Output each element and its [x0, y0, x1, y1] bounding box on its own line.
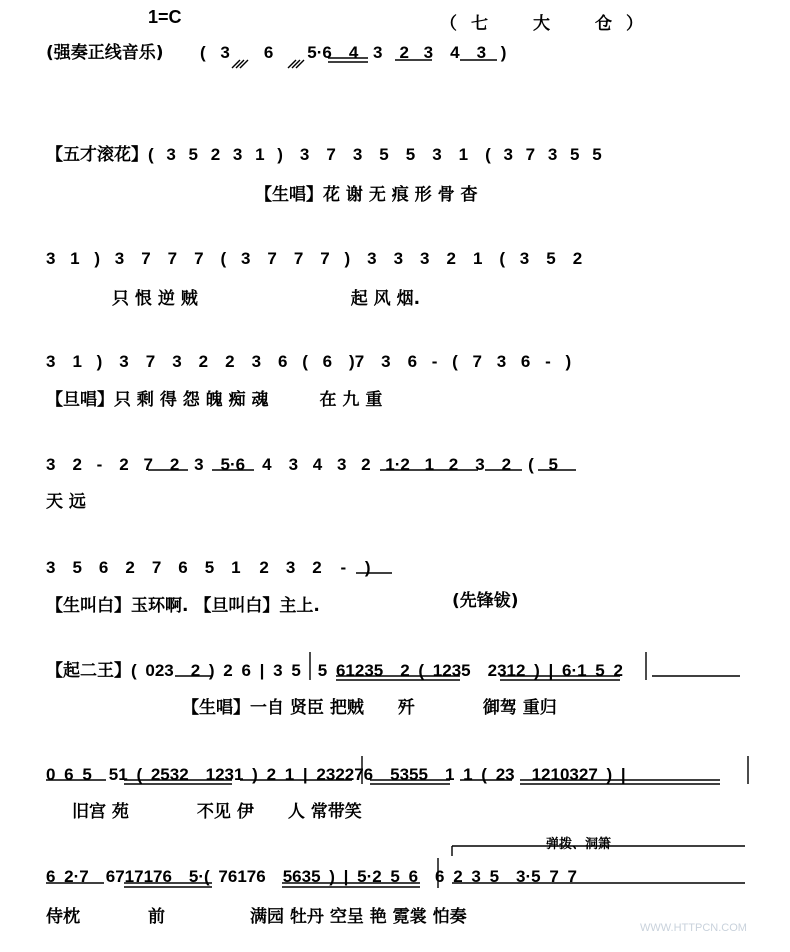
- notation-line: 3 1 ) 3 7 7 7 ( 3 7 7 7 ) 3 3 3 2 1 ( 3 5 2: [46, 249, 583, 268]
- watermark: WWW.HTTPCN.COM: [640, 922, 747, 934]
- notation-line: 0 6 5 51 ( 2532 1231 ) 2 1 | 232276 5355 1 1 ( 23 1210327 ) |: [46, 765, 626, 784]
- lyrics-line: 只 恨 逆 贼 起 风 烟.: [112, 289, 421, 309]
- instrument-marking: 弹拨、洞箫: [546, 836, 612, 851]
- notation-line: 3 5 6 2 7 6 5 1 2 3 2 - ): [46, 558, 371, 577]
- lyrics-line: 天 远: [46, 492, 86, 512]
- notation-line: 3 2 - 2 7 2 3 5·6 4 3 4 3 2 1·2 1 2 3 2 ( 5: [46, 455, 558, 474]
- lyrics-line: 【旦唱】只 剩 得 怨 魄 痴 魂 在 九 重: [46, 390, 383, 410]
- lyrics-line: 侍枕 前 满园 牡丹 空呈 艳 霓裳 怕奏: [46, 907, 467, 927]
- lyrics-line: 【生唱】一自 贤臣 把贼 歼 御驾 重归: [182, 698, 557, 718]
- key-signature: 1=C: [148, 7, 182, 27]
- intro-notes: ( 3 6 5·6 4 3 2 3 4 3 ): [200, 43, 507, 62]
- percussion-marking: （七 大 仓）: [440, 14, 657, 34]
- intro-label: (强奏正线音乐): [46, 43, 164, 63]
- lyrics-line: 旧宫 苑 不见 伊 人 常带笑: [72, 802, 362, 822]
- notation-line: 【五才滚花】( 3 5 2 3 1 ) 3 7 3 5 5 3 1 ( 3 7 3 5 5: [46, 145, 602, 164]
- notation-line: 3 1 ) 3 7 3 2 2 3 6 ( 6 )7 3 6 - ( 7 3 6 - ): [46, 352, 572, 371]
- notation-line: 【起二王】( 023 2 ) 2 6 | 3 5 5 61235 2 ( 1235 2312 ) | 6·1 5 2: [46, 661, 623, 680]
- lyrics-line: 【生唱】花 谢 无 痕 形 骨 杳: [255, 185, 478, 205]
- notation-line: 6 2·7 6717176 5·( 76176 5635 ) | 5·2 5 6 6 2 3 5 3·5 7 7: [46, 867, 577, 886]
- lyrics-line: 【生叫白】玉环啊. 【旦叫白】主上.: [46, 596, 320, 616]
- aside-percussion: (先锋钹): [452, 591, 519, 611]
